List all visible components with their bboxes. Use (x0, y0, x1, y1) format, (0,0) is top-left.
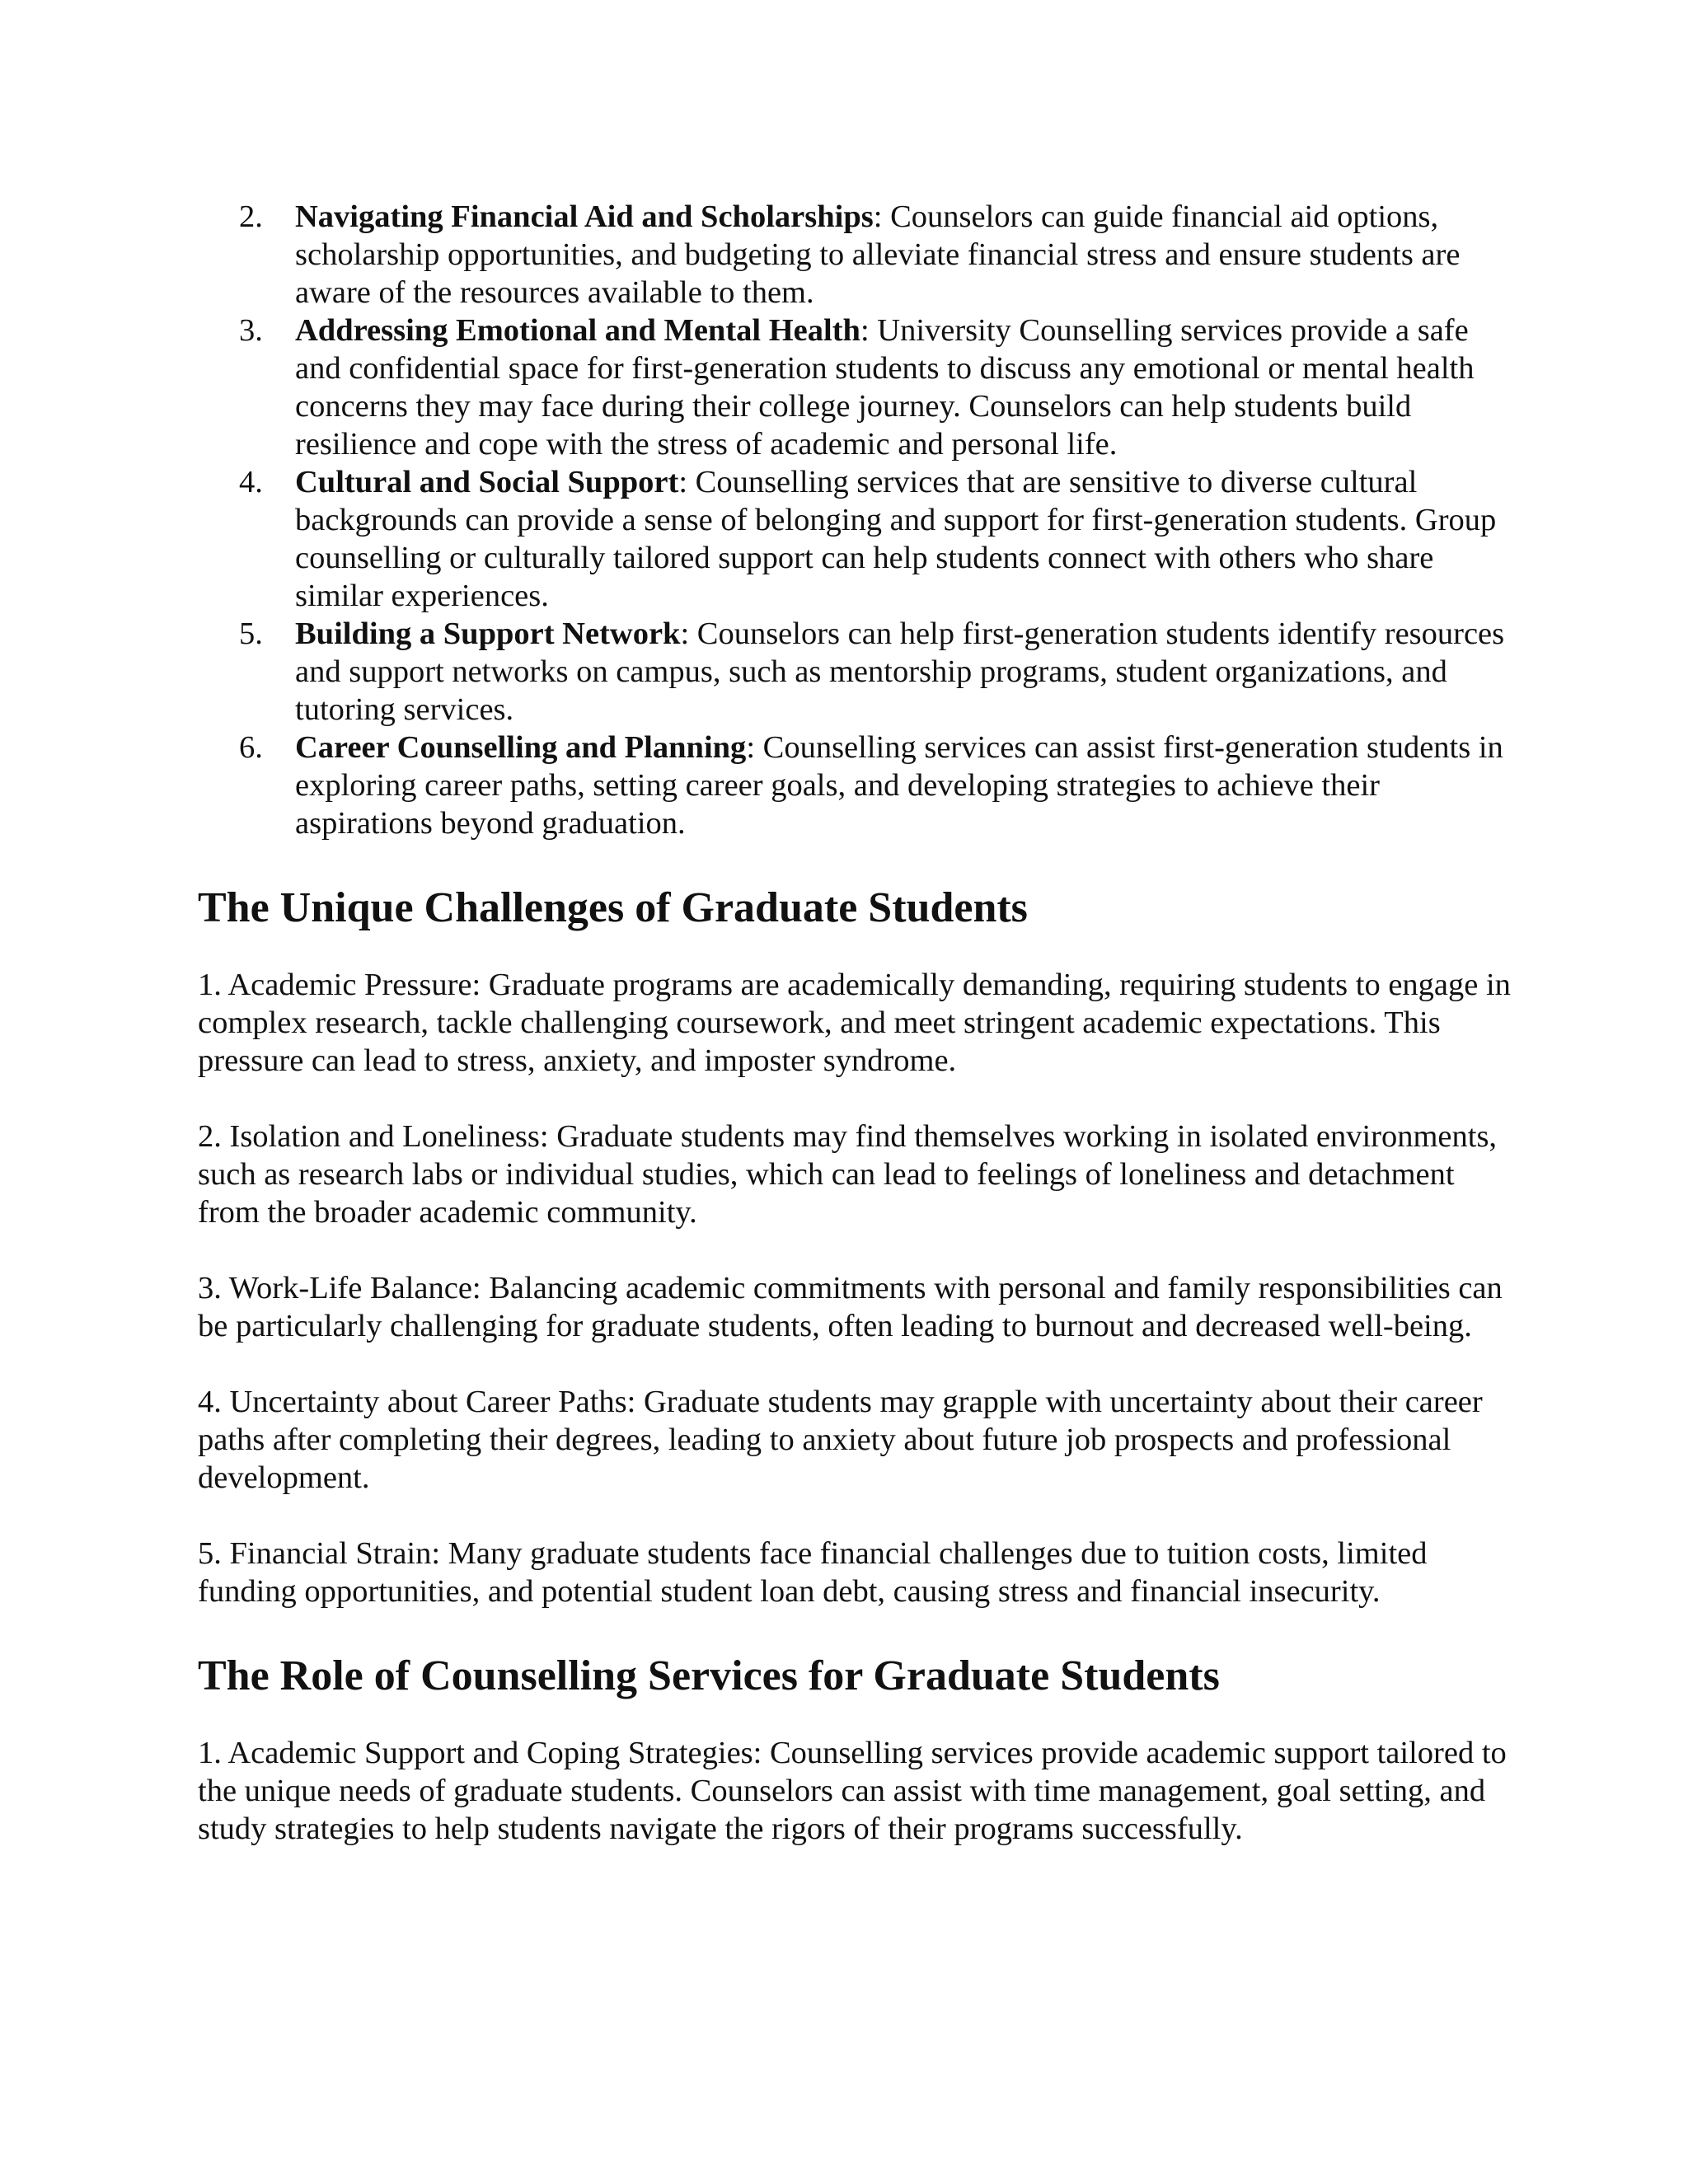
list-item (198, 615, 1517, 729)
paragraph: 2. Isolation and Loneliness: Graduate students may find themselves working in isolated environments, such as research labs or individual studies, which can lead to feelings of loneliness and detachment from the broader academic community. (198, 1119, 1498, 1230)
list-item-title: Navigating Financial Aid and Scholarships (295, 199, 874, 234)
list-item-text: : University Counselling services provide a safe and confidential space for first-generation students to discuss any emotional or mental health concerns they may face during their college journey. Counselors can help students build resilience and cope with the stress of academic and personal life. (295, 313, 1475, 462)
list-item-title: Career Counselling and Planning (295, 730, 747, 765)
list-item (198, 463, 1517, 615)
list-item-number: 3. (239, 313, 263, 348)
list-item-title: Cultural and Social Support (295, 465, 679, 499)
paragraph: 5. Financial Strain: Many graduate students face financial challenges due to tuition costs, limited funding opportunities, and potential student loan debt, causing stress and financial insecurity. (198, 1536, 1428, 1609)
list-item (198, 312, 1517, 463)
list-item-text: : Counselors can guide financial aid options, scholarship opportunities, and budgeting to alleviate financial stress and ensure students are aware of the resources available to them. (295, 199, 1461, 310)
list-item-title: Building a Support Network (295, 616, 681, 651)
list-item-number: 2. (239, 199, 263, 234)
paragraph: 3. Work-Life Balance: Balancing academic commitments with personal and family responsibilities can be particularly challenging for graduate students, often leading to burnout and decreased well-being. (198, 1271, 1503, 1343)
list-item (198, 729, 1517, 842)
document-page (198, 198, 1517, 1848)
list-item-text: : Counselors can help first-generation students identify resources and support networks on campus, such as mentorship programs, student organizations, and tutoring services. (295, 616, 1505, 727)
first-gen-support-list (198, 198, 1517, 842)
paragraph: 1. Academic Pressure: Graduate programs are academically demanding, requiring students to engage in complex research, tackle challenging coursework, and meet stringent academic expectations. This pressure can lead to stress, anxiety, and imposter syndrome. (198, 968, 1511, 1078)
list-item-text: : Counselling services can assist first-generation students in exploring career paths, setting career goals, and developing strategies to achieve their aspirations beyond graduation. (295, 730, 1503, 841)
list-item-number: 5. (239, 616, 263, 651)
list-item-number: 4. (239, 465, 263, 499)
section-heading-challenges: The Unique Challenges of Graduate Students (198, 884, 1028, 931)
list-item (198, 198, 1517, 312)
list-item-title: Addressing Emotional and Mental Health (295, 313, 860, 348)
challenges-section (198, 966, 1517, 1610)
paragraph: 1. Academic Support and Coping Strategies: Counselling services provide academic support tailored to the unique needs of graduate students. Counselors can assist with time management, goal setting, and study strategies to help students navigate the rigors of their programs successfully. (198, 1736, 1507, 1846)
list-item-number: 6. (239, 730, 263, 765)
section-heading-role: The Role of Counselling Services for Graduate Students (198, 1652, 1220, 1699)
paragraph: 4. Uncertainty about Career Paths: Graduate students may grapple with uncertainty about their career paths after completing their degrees, leading to anxiety about future job prospects and professional development. (198, 1385, 1483, 1495)
list-item-text: : Counselling services that are sensitive to diverse cultural backgrounds can provide a sense of belonging and support for first-generation students. Group counselling or culturally tailored support can help students connect with others who share similar experiences. (295, 465, 1497, 613)
role-section (198, 1734, 1517, 1848)
